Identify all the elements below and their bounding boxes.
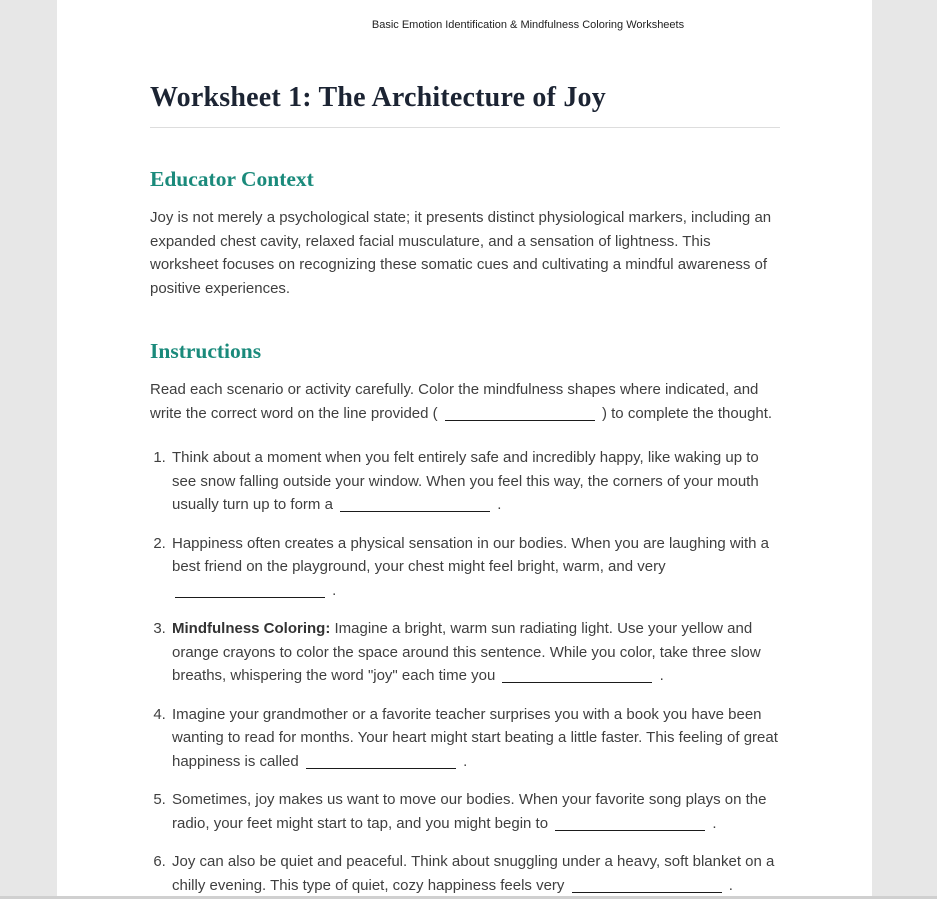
instructions-paragraph: Read each scenario or activity carefully. Color the mindfulness shapes where indicated, and write the correct word on the line provided ( ) to complete the thought. (150, 381, 773, 422)
fill-in-blank-line (572, 880, 722, 893)
educator-context-paragraph: Joy is not merely a psychological state; it presents distinct physiological markers, including an expanded chest cavity, relaxed facial musculature, and a sensation of lightness. This worksheet focuses on recognizing these somatic cues and cultivating a mindful awareness of positive experiences. (150, 209, 772, 297)
page-title: Worksheet 1: The Architecture of Joy (150, 82, 606, 113)
question-item: 1. Think about a moment when you felt entirely safe and incredibly happy, like waking up to see snow falling outside your window. When you feel this way, the corners of your mouth usually turn up to form a . (170, 446, 780, 517)
question-item: 3. Mindfulness Coloring: Imagine a bright, warm sun radiating light. Use your yellow and orange crayons to color the space around this sentence. While you color, take three slow breaths, whispering the word "joy" each time you . (170, 617, 780, 688)
section-heading-educator-context: Educator Context (150, 167, 314, 191)
worksheet-page (57, 0, 872, 897)
question-list (150, 446, 780, 897)
fill-in-blank-line (445, 408, 595, 421)
section-heading-instructions: Instructions (150, 339, 262, 363)
fill-in-blank-line (175, 585, 325, 598)
fill-in-blank-line (340, 499, 490, 512)
question-bold-label: Mindfulness Coloring: (172, 620, 331, 637)
fill-in-blank-line (502, 670, 652, 683)
fill-in-blank-line (306, 756, 456, 769)
question-item: 6. Joy can also be quiet and peaceful. Think about snuggling under a heavy, soft blanket on a chilly evening. This type of quiet, cozy happiness feels very . (170, 850, 780, 897)
fill-in-blank-line (555, 818, 705, 831)
question-item: 4. Imagine your grandmother or a favorite teacher surprises you with a book you have been wanting to read for months. Your heart might start beating a little faster. This feeling of great happiness is called . (170, 703, 780, 774)
title-divider (150, 127, 780, 128)
running-header: Basic Emotion Identification & Mindfulness Coloring Worksheets (371, 19, 685, 31)
question-item: 2. Happiness often creates a physical sensation in our bodies. When you are laughing with a best friend on the playground, your chest might feel bright, warm, and very . (170, 532, 780, 603)
question-item: 5. Sometimes, joy makes us want to move our bodies. When your favorite song plays on the radio, your feet might start to tap, and you might begin to . (170, 788, 780, 835)
